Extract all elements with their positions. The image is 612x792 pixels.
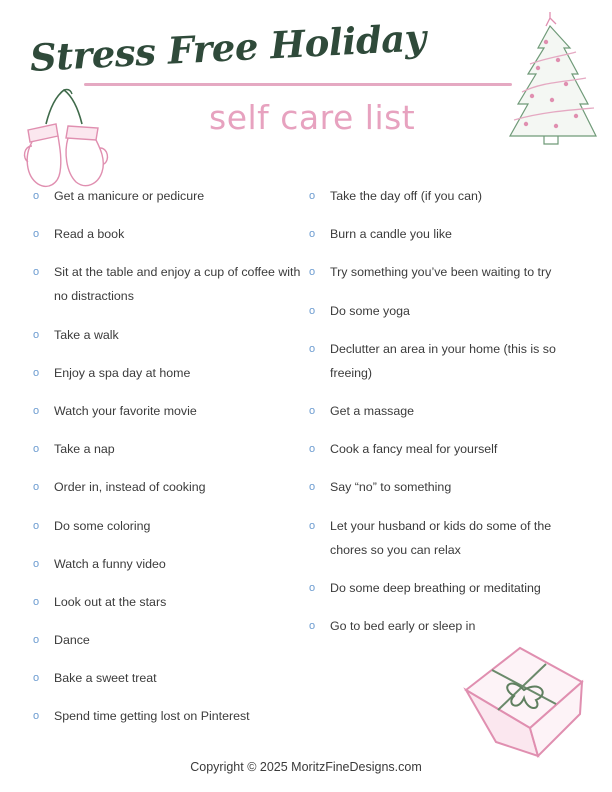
bullet-icon: o <box>309 481 316 494</box>
list-item-text: Try something you’ve been waiting to try <box>330 265 552 280</box>
bullet-icon: o <box>33 519 40 532</box>
list-item-text: Declutter an area in your home (this is so freeing) <box>330 341 556 380</box>
gift-box-icon <box>458 640 588 760</box>
list-item <box>33 704 303 728</box>
bullet-icon: o <box>33 710 40 723</box>
list-item-text: Spend time getting lost on Pinterest <box>54 709 250 724</box>
bullet-icon: o <box>309 190 316 202</box>
list-item <box>33 361 303 385</box>
list-item-text: Do some coloring <box>54 518 151 533</box>
list-item <box>33 437 303 461</box>
list-item-text: Take a nap <box>54 442 115 457</box>
bullet-icon: o <box>309 443 316 456</box>
list-item <box>33 260 303 308</box>
list-item-text: Get a manicure or pedicure <box>54 189 205 203</box>
bullet-icon: o <box>33 557 40 570</box>
bullet-icon: o <box>309 228 316 241</box>
bullet-icon: o <box>309 404 316 417</box>
bullet-icon: o <box>309 266 316 279</box>
list-item <box>33 475 303 499</box>
list-item-text: Watch your favorite movie <box>54 403 197 418</box>
list-item <box>309 475 579 499</box>
list-item <box>309 399 579 423</box>
list-item <box>33 222 303 246</box>
list-item <box>309 337 579 385</box>
list-item <box>309 437 579 461</box>
mittens-icon <box>20 86 112 190</box>
list-item-text: Sit at the table and enjoy a cup of coffee with no distractions <box>54 265 301 304</box>
list-item <box>33 514 303 538</box>
list-item-text: Watch a funny video <box>54 556 166 571</box>
list-item <box>309 614 579 638</box>
list-item-text: Say “no” to something <box>330 480 452 495</box>
list-item <box>309 299 579 323</box>
bullet-icon: o <box>33 366 40 379</box>
christmas-tree-icon <box>506 12 602 146</box>
bullet-icon: o <box>33 481 40 494</box>
self-care-list-left <box>33 184 303 743</box>
list-item-text: Order in, instead of cooking <box>54 480 206 495</box>
bullet-icon: o <box>33 404 40 417</box>
list-item <box>33 552 303 576</box>
list-item <box>33 590 303 614</box>
list-item-text: Take the day off (if you can) <box>330 189 482 203</box>
list-item-text: Enjoy a spa day at home <box>54 365 191 380</box>
list-item-text: Bake a sweet treat <box>54 671 157 686</box>
bullet-icon: o <box>309 619 316 632</box>
bullet-icon: o <box>33 634 40 647</box>
bullet-icon: o <box>309 581 316 594</box>
list-item-text: Do some yoga <box>330 303 410 318</box>
bullet-icon: o <box>33 190 40 202</box>
list-item <box>33 628 303 652</box>
list-item-text: Get a massage <box>330 403 415 418</box>
bullet-icon: o <box>33 328 40 341</box>
bullet-icon: o <box>309 342 316 355</box>
list-item-text: Cook a fancy meal for yourself <box>330 442 498 457</box>
list-item-text: Read a book <box>54 227 125 242</box>
list-item-text: Dance <box>54 633 90 648</box>
list-item-text: Go to bed early or sleep in <box>330 618 476 633</box>
bullet-icon: o <box>33 443 40 456</box>
list-item-text: Burn a candle you like <box>330 227 452 242</box>
self-care-list-right <box>309 184 579 652</box>
title-underline <box>84 83 512 86</box>
page-title: Stress Free Holiday <box>28 15 427 80</box>
list-item <box>309 184 579 208</box>
list-item <box>309 576 579 600</box>
list-item <box>33 323 303 347</box>
list-item-text: Look out at the stars <box>54 594 167 609</box>
bullet-icon: o <box>33 266 40 279</box>
list-item <box>33 184 303 208</box>
bullet-icon: o <box>33 672 40 685</box>
list-item-text: Let your husband or kids do some of the chores so you can relax <box>330 518 552 557</box>
bullet-icon: o <box>309 519 316 532</box>
list-item-text: Take a walk <box>54 327 119 342</box>
list-item-text: Do some deep breathing or meditating <box>330 580 541 595</box>
page-subtitle: self care list <box>209 98 416 137</box>
bullet-icon: o <box>309 304 316 317</box>
list-item <box>33 399 303 423</box>
copyright-footer: Copyright © 2025 MoritzFineDesigns.com <box>190 760 422 774</box>
list-item <box>309 222 579 246</box>
bullet-icon: o <box>33 595 40 608</box>
list-item <box>309 514 579 562</box>
list-item <box>309 260 579 284</box>
bullet-icon: o <box>33 228 40 241</box>
list-item <box>33 666 303 690</box>
